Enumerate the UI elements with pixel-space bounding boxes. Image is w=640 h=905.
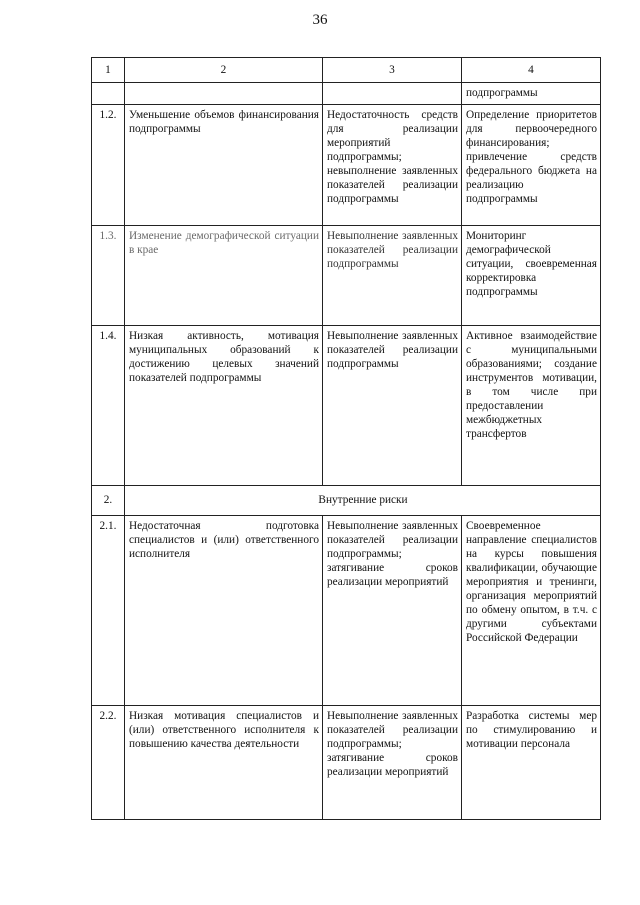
section-title: Внутренние риски: [125, 486, 601, 516]
table-row-1-2: [92, 105, 601, 226]
risk-consequence: Невыполнение заявленных показателей реализации подпрограммы; затягивание сроков реализации мероприятий: [323, 516, 462, 706]
risk-consequence: Невыполнение заявленных показателей реализации подпрограммы: [323, 326, 462, 486]
risk-measure: Своевременное направление специалистов на курсы повышения квалификации, обучающие мероприятия и тренинги, организация мероприятий по обмену опытом, в т.ч. с другими субъектами Российской Федерации: [462, 516, 601, 706]
risk-description: Уменьшение объемов финансирования подпрограммы: [125, 105, 323, 226]
header-col-4: 4: [462, 58, 601, 83]
row-number: 1.3.: [92, 226, 125, 326]
table-row-1-3: [92, 226, 601, 326]
row-number: 2.1.: [92, 516, 125, 706]
table-header-row: [92, 58, 601, 83]
row-number: 2.2.: [92, 706, 125, 820]
row-number: 1.2.: [92, 105, 125, 226]
header-col-2: 2: [125, 58, 323, 83]
section-number: 2.: [92, 486, 125, 516]
risk-measure: Определение приоритетов для первоочередного финансирования; привлечение средств федерального бюджета на реализацию подпрограммы: [462, 105, 601, 226]
continuation-cell: подпрограммы: [462, 83, 601, 105]
section-row-internal-risks: [92, 486, 601, 516]
row-number: 1.4.: [92, 326, 125, 486]
risk-consequence: Недостаточность средств для реализации мероприятий подпрограммы; невыполнение заявленных показателей реализации подпрограммы: [323, 105, 462, 226]
risk-description: Низкая мотивация специалистов и (или) ответственного исполнителя к повышению качества деятельности: [125, 706, 323, 820]
table-row-continuation: [92, 83, 601, 105]
risk-measure: Мониторинг демографической ситуации, своевременная корректировка подпрограммы: [462, 226, 601, 326]
risk-measure: Активное взаимодействие с муниципальными образованиями; создание инструментов мотивации, в том числе при предоставлении межбюджетных трансфертов: [462, 326, 601, 486]
header-col-1: 1: [92, 58, 125, 83]
header-col-3: 3: [323, 58, 462, 83]
risk-consequence: Невыполнение заявленных показателей реализации подпрограммы; затягивание сроков реализации мероприятий: [323, 706, 462, 820]
risk-consequence: Невыполнение заявленных показателей реализации подпрограммы: [323, 226, 462, 326]
risk-description: Низкая активность, мотивация муниципальных образований к достижению целевых значений показателей подпрограммы: [125, 326, 323, 486]
risk-table: [91, 57, 601, 820]
table-row-2-2: [92, 706, 601, 820]
risk-measure: Разработка системы мер по стимулированию и мотивации персонала: [462, 706, 601, 820]
page-number: 36: [312, 12, 328, 28]
table-row-1-4: [92, 326, 601, 486]
risk-description: Изменение демографической ситуации в крае: [125, 226, 323, 326]
table-row-2-1: [92, 516, 601, 706]
risk-description: Недостаточная подготовка специалистов и (или) ответственного исполнителя: [125, 516, 323, 706]
